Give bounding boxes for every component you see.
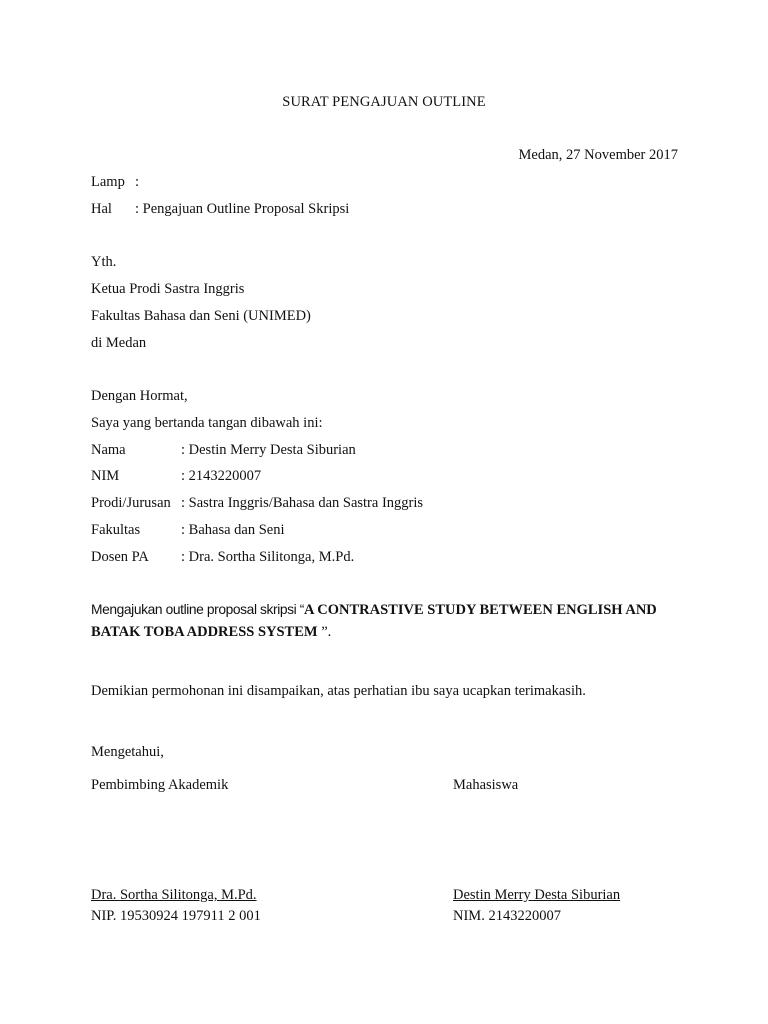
field-row <box>91 548 354 566</box>
left-signatory-id: NIP. 19530924 197911 2 001 <box>91 908 261 924</box>
left-signatory-name: Dra. Sortha Silitonga, M.Pd. <box>91 887 257 903</box>
letter-date: Medan, 27 November 2017 <box>518 147 678 163</box>
hal-value: : Pengajuan Outline Proposal Skripsi <box>135 201 350 217</box>
hal-label: Hal <box>91 201 112 217</box>
field-label: Dosen PA <box>91 549 149 565</box>
right-signatory-role: Mahasiswa <box>453 777 519 793</box>
acknowledged-label: Mengetahui, <box>91 744 164 760</box>
submission-paragraph <box>91 599 671 643</box>
lamp-line <box>91 173 139 191</box>
field-label: Fakultas <box>91 522 141 538</box>
field-value: : Bahasa dan Seni <box>181 522 285 538</box>
closing-line: Demikian permohonan ini disampaikan, atas perhatian ibu saya ucapkan terimakasih. <box>91 683 586 699</box>
greeting: Dengan Hormat, <box>91 388 188 404</box>
left-signatory-role: Pembimbing Akademik <box>91 777 229 793</box>
field-row <box>91 441 356 459</box>
field-value: : Destin Merry Desta Siburian <box>181 442 356 458</box>
field-row <box>91 494 423 512</box>
field-label: Nama <box>91 442 126 458</box>
field-value: : Sastra Inggris/Bahasa dan Sastra Inggris <box>181 495 424 511</box>
recipient-line-3: di Medan <box>91 335 147 351</box>
field-row <box>91 467 261 485</box>
letter-title: SURAT PENGAJUAN OUTLINE <box>282 94 486 110</box>
right-signatory-name: Destin Merry Desta Siburian <box>453 887 621 903</box>
right-signatory-id: NIM. 2143220007 <box>453 908 561 924</box>
field-value: : Dra. Sortha Silitonga, M.Pd. <box>181 549 355 565</box>
recipient-line-1: Ketua Prodi Sastra Inggris <box>91 281 245 297</box>
submission-suffix: ”. <box>317 624 332 640</box>
field-label: Prodi/Jurusan <box>91 495 171 511</box>
hal-line <box>91 200 349 218</box>
intro-line: Saya yang bertanda tangan dibawah ini: <box>91 415 323 431</box>
field-value: : 2143220007 <box>181 468 262 484</box>
field-row <box>91 521 285 539</box>
lamp-label: Lamp <box>91 174 125 190</box>
recipient-line-2: Fakultas Bahasa dan Seni (UNIMED) <box>91 308 311 324</box>
field-label: NIM <box>91 468 120 484</box>
submission-prefix: Mengajukan outline proposal skripsi “ <box>91 602 304 617</box>
lamp-value: : <box>135 174 140 190</box>
submission-title: A CONTRASTIVE STUDY BETWEEN ENGLISH AND BATAK TOBA ADDRESS SYSTEM <box>91 602 657 640</box>
recipient-yth: Yth. <box>91 254 117 270</box>
